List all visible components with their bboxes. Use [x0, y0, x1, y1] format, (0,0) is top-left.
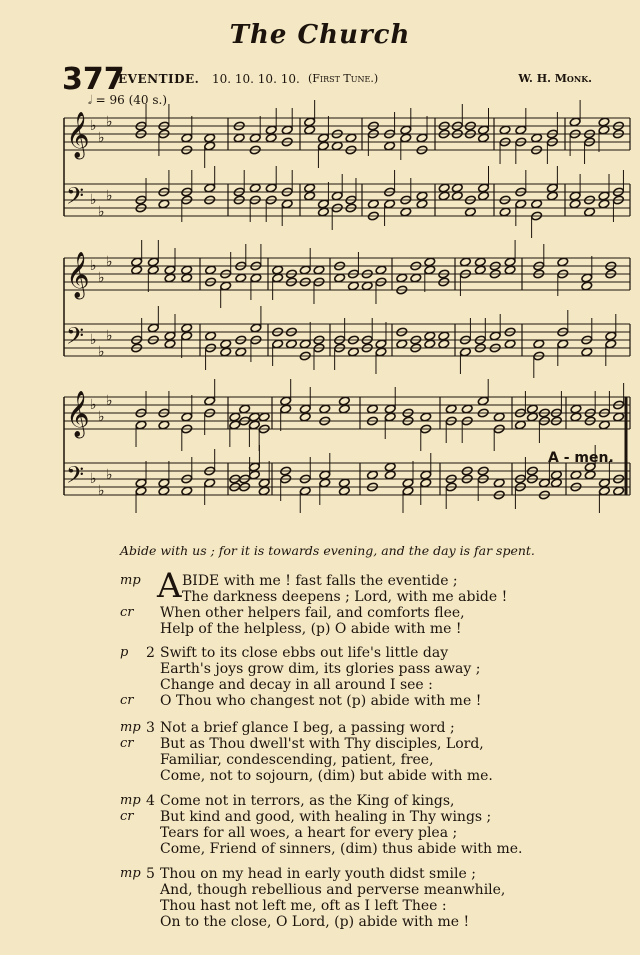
notehead	[313, 265, 325, 275]
notehead	[272, 265, 284, 275]
notehead	[474, 257, 486, 267]
notehead	[478, 191, 490, 201]
treble-clef-icon: 𝄞	[66, 252, 90, 298]
notehead	[281, 125, 293, 135]
notehead	[438, 339, 450, 349]
notehead	[331, 141, 343, 151]
notehead	[319, 404, 331, 414]
verse-line	[0, 866, 640, 882]
notehead	[424, 339, 436, 349]
notehead	[239, 404, 251, 414]
notehead	[478, 125, 490, 135]
verse-text: Help of the helpless, (p) O abide with me !	[160, 621, 462, 637]
notehead	[400, 125, 412, 135]
notehead	[384, 412, 396, 422]
stanza-number: 4	[146, 793, 155, 809]
notehead	[135, 486, 147, 496]
notehead	[478, 133, 490, 143]
notehead	[438, 191, 450, 201]
verse-text: Tears for all woes, a heart for every plea ;	[160, 825, 458, 841]
stanza-1	[0, 566, 640, 637]
notehead	[504, 339, 516, 349]
notehead	[613, 486, 625, 496]
notehead	[265, 125, 277, 135]
notehead	[131, 265, 143, 275]
notehead	[319, 478, 331, 488]
notehead	[400, 133, 412, 143]
notehead	[478, 183, 490, 193]
notehead	[318, 133, 330, 143]
verse-text: When other helpers fail, and comforts flee,	[160, 605, 465, 621]
notehead	[220, 347, 232, 357]
notehead	[181, 323, 193, 333]
notehead	[272, 339, 284, 349]
notehead	[258, 478, 270, 488]
notehead	[181, 331, 193, 341]
dynamic-marking: p	[120, 645, 129, 660]
notehead	[402, 486, 414, 496]
flat-icon: ♭	[90, 397, 97, 413]
flat-icon: ♭	[98, 483, 105, 499]
notehead	[164, 339, 176, 349]
notehead	[220, 281, 232, 291]
notehead	[272, 273, 284, 283]
notehead	[420, 478, 432, 488]
notehead	[570, 470, 582, 480]
amen-lyric: A - men.	[548, 450, 614, 466]
notehead	[205, 331, 217, 341]
verse-line	[0, 768, 640, 784]
verse-text: On to the close, O Lord, (p) abide with me !	[160, 914, 470, 930]
notehead	[570, 404, 582, 414]
notehead	[338, 478, 350, 488]
verse-text: Come, Friend of sinners, (dim) thus abide with me.	[160, 841, 523, 857]
dynamic-marking: mp	[120, 793, 141, 808]
notehead	[477, 396, 489, 406]
verse-text: O Thou who changest not (p) abide with me !	[160, 693, 482, 709]
notehead	[598, 125, 610, 135]
flat-icon: ♭	[90, 118, 97, 134]
flat-icon: ♭	[98, 204, 105, 220]
dynamic-marking: cr	[120, 693, 134, 708]
notehead	[229, 412, 241, 422]
notehead	[599, 478, 611, 488]
notehead	[367, 470, 379, 480]
notehead	[299, 404, 311, 414]
notehead	[504, 265, 516, 275]
flat-icon: ♭	[90, 258, 97, 274]
stanza-4	[0, 793, 640, 857]
notehead	[249, 412, 261, 422]
notehead	[460, 347, 472, 357]
notehead	[402, 478, 414, 488]
verse-line	[0, 809, 640, 825]
notehead	[299, 412, 311, 422]
notehead	[581, 347, 593, 357]
notehead	[299, 265, 311, 275]
notehead	[499, 125, 511, 135]
verse-line	[0, 677, 640, 693]
notehead	[531, 133, 543, 143]
notehead	[416, 191, 428, 201]
verse-line	[0, 793, 640, 809]
notehead	[164, 331, 176, 341]
notehead	[424, 257, 436, 267]
notehead	[515, 125, 527, 135]
notehead	[319, 470, 331, 480]
verse-text: But kind and good, with healing in Thy wings ;	[160, 809, 492, 825]
verse-text: Familiar, condescending, patient, free,	[160, 752, 434, 768]
notehead	[499, 207, 511, 217]
notehead	[420, 412, 432, 422]
verse-text: Thou on my head in early youth didst smile ;	[160, 866, 476, 882]
notehead	[438, 183, 450, 193]
notehead	[235, 347, 247, 357]
notehead	[361, 281, 373, 291]
notehead	[384, 470, 396, 480]
verse-line	[0, 589, 640, 605]
dynamic-marking: cr	[120, 809, 134, 824]
notehead	[181, 412, 193, 422]
notehead	[281, 199, 293, 209]
notehead	[345, 133, 357, 143]
treble-clef-icon: 𝄞	[66, 112, 90, 158]
notehead	[181, 265, 193, 275]
verse-line	[0, 841, 640, 857]
flat-icon: ♭	[106, 393, 113, 409]
notehead	[348, 347, 360, 357]
stanza-number: 2	[146, 645, 155, 661]
notehead	[396, 339, 408, 349]
notehead	[424, 331, 436, 341]
bass-clef-icon: 𝄢	[66, 461, 85, 494]
notehead	[181, 273, 193, 283]
flat-icon: ♭	[106, 114, 113, 130]
notehead	[569, 199, 581, 209]
notehead	[598, 199, 610, 209]
notehead	[461, 404, 473, 414]
notehead	[451, 191, 463, 201]
notehead	[465, 207, 477, 217]
stanza-2	[0, 645, 640, 709]
flat-icon: ♭	[90, 471, 97, 487]
verse-line	[0, 720, 640, 736]
stanza-number: 5	[146, 866, 155, 882]
stanza-number: 3	[146, 720, 155, 736]
notehead	[384, 462, 396, 472]
notehead	[204, 133, 216, 143]
notehead	[147, 257, 159, 267]
verse-text: Not a brief glance I beg, a passing word ;	[160, 720, 455, 736]
verse-text: The darkness deepens ; Lord, with me abide !	[182, 589, 508, 605]
notehead	[229, 420, 241, 430]
notehead	[493, 478, 505, 488]
page-title: The Church	[229, 20, 411, 50]
notehead	[258, 486, 270, 496]
notehead	[584, 470, 596, 480]
notehead	[338, 404, 350, 414]
notehead	[249, 462, 261, 472]
notehead	[338, 486, 350, 496]
verse-line	[0, 645, 640, 661]
notehead	[135, 478, 147, 488]
flat-icon: ♭	[98, 344, 105, 360]
notehead	[384, 141, 396, 151]
notehead	[474, 265, 486, 275]
notehead	[204, 478, 216, 488]
notehead	[445, 404, 457, 414]
notehead	[515, 199, 527, 209]
stanza-3	[0, 720, 640, 784]
notehead	[318, 207, 330, 217]
notehead	[181, 133, 193, 143]
notehead	[410, 273, 422, 283]
notehead	[367, 404, 379, 414]
treble-clef-icon: 𝄞	[66, 391, 90, 437]
notehead	[551, 470, 563, 480]
notehead	[605, 339, 617, 349]
notehead	[249, 183, 261, 193]
notehead	[384, 199, 396, 209]
drop-cap: A	[157, 566, 182, 606]
verse-line	[0, 752, 640, 768]
notehead	[286, 339, 298, 349]
flat-icon: ♭	[90, 332, 97, 348]
notehead	[504, 257, 516, 267]
composer: W. H. Monk.	[518, 72, 592, 85]
dynamic-marking: mp	[120, 573, 141, 588]
verse-text: Come, not to sojourn, (dim) but abide with me.	[160, 768, 493, 784]
bass-clef-icon: 𝄢	[66, 182, 85, 215]
notehead	[250, 323, 262, 333]
notehead	[204, 396, 216, 406]
notehead	[265, 133, 277, 143]
notehead	[400, 207, 412, 217]
notehead	[304, 125, 316, 135]
notehead	[416, 133, 428, 143]
verse-line	[0, 736, 640, 752]
flat-icon: ♭	[90, 192, 97, 208]
notehead	[584, 207, 596, 217]
notehead	[249, 133, 261, 143]
flat-icon: ♭	[98, 409, 105, 425]
notehead	[220, 339, 232, 349]
notehead	[204, 141, 216, 151]
notehead	[533, 339, 545, 349]
flat-icon: ♭	[106, 328, 113, 344]
notehead	[599, 486, 611, 496]
tempo-marking: 𝅗𝅥 = 96 (40 s.)	[88, 93, 168, 107]
notehead	[299, 486, 311, 496]
notehead	[375, 339, 387, 349]
notehead	[515, 420, 527, 430]
notehead	[531, 199, 543, 209]
meter: 10. 10. 10. 10.	[212, 72, 300, 86]
notehead	[205, 265, 217, 275]
notehead	[451, 183, 463, 193]
dynamic-marking: mp	[120, 866, 141, 881]
verse-text: BIDE with me ! fast falls the eventide ;	[182, 573, 458, 589]
notehead	[384, 404, 396, 414]
tune-note: (First Tune.)	[308, 72, 379, 85]
notehead	[375, 347, 387, 357]
bass-clef-icon: 𝄢	[66, 322, 85, 355]
flat-icon: ♭	[106, 188, 113, 204]
verse-text: Come not in terrors, as the King of kings,	[160, 793, 455, 809]
flat-icon: ♭	[98, 130, 105, 146]
notehead	[547, 183, 559, 193]
verse-line	[0, 914, 640, 930]
notehead	[158, 420, 170, 430]
notehead	[318, 141, 330, 151]
notehead	[438, 331, 450, 341]
notehead	[569, 117, 581, 127]
notehead	[581, 273, 593, 283]
notehead	[613, 412, 625, 422]
epigraph: Abide with us ; for it is towards evening, and the day is far spent.	[120, 543, 535, 558]
verse-line	[0, 605, 640, 621]
notehead	[334, 273, 346, 283]
notehead	[318, 199, 330, 209]
notehead	[204, 183, 216, 193]
notehead	[539, 478, 551, 488]
notehead	[605, 331, 617, 341]
notehead	[147, 265, 159, 275]
verse-line	[0, 621, 640, 637]
notehead	[557, 339, 569, 349]
notehead	[299, 339, 311, 349]
notehead	[304, 183, 316, 193]
flat-icon: ♭	[98, 270, 105, 286]
flat-icon: ♭	[106, 254, 113, 270]
notehead	[416, 199, 428, 209]
notehead	[181, 486, 193, 496]
notehead	[367, 199, 379, 209]
notehead	[420, 470, 432, 480]
notehead	[249, 420, 261, 430]
notehead	[338, 396, 350, 406]
notehead	[158, 478, 170, 488]
notehead	[551, 478, 563, 488]
verse-line	[0, 825, 640, 841]
notehead	[493, 412, 505, 422]
verse-line	[0, 882, 640, 898]
notehead	[147, 323, 159, 333]
notehead	[265, 183, 277, 193]
notehead	[280, 396, 292, 406]
notehead	[599, 420, 611, 430]
notehead	[570, 412, 582, 422]
notehead	[489, 331, 501, 341]
notehead	[527, 404, 539, 414]
verse-text: Change and decay in all around I see :	[160, 677, 433, 693]
notehead	[547, 191, 559, 201]
notehead	[598, 117, 610, 127]
notehead	[304, 191, 316, 201]
notehead	[460, 257, 472, 267]
notehead	[233, 133, 245, 143]
notehead	[527, 412, 539, 422]
notehead	[375, 265, 387, 275]
notehead	[569, 191, 581, 201]
notehead	[557, 257, 569, 267]
verse-text: But as Thou dwell'st with Thy disciples, Lord,	[160, 736, 484, 752]
verse-line	[0, 661, 640, 677]
dynamic-marking: cr	[120, 736, 134, 751]
notehead	[581, 281, 593, 291]
verse-text: And, though rebellious and perverse meanwhile,	[160, 882, 506, 898]
notehead	[164, 265, 176, 275]
notehead	[280, 404, 292, 414]
flat-icon: ♭	[106, 467, 113, 483]
notehead	[424, 265, 436, 275]
verse-line	[0, 693, 640, 709]
stanza-5	[0, 866, 640, 930]
notehead	[396, 273, 408, 283]
notehead	[258, 412, 270, 422]
notehead	[235, 273, 247, 283]
notehead	[250, 273, 262, 283]
notehead	[348, 281, 360, 291]
hymn-number: 377	[62, 62, 125, 97]
verse-line	[0, 898, 640, 914]
notehead	[158, 486, 170, 496]
notehead	[131, 257, 143, 267]
notehead	[304, 117, 316, 127]
notehead	[331, 191, 343, 201]
notehead	[164, 273, 176, 283]
notehead	[249, 470, 261, 480]
notehead	[158, 199, 170, 209]
dynamic-marking: mp	[120, 720, 141, 735]
notehead	[598, 191, 610, 201]
dynamic-marking: cr	[120, 605, 134, 620]
verse-text: Thou hast not left me, oft as I left Thee :	[160, 898, 447, 914]
notehead	[135, 420, 147, 430]
tune-name: EVENTIDE.	[118, 72, 200, 86]
verse-text: Swift to its close ebbs out life's little day	[160, 645, 449, 661]
verse-text: Earth's joys grow dim, its glories pass away ;	[160, 661, 481, 677]
